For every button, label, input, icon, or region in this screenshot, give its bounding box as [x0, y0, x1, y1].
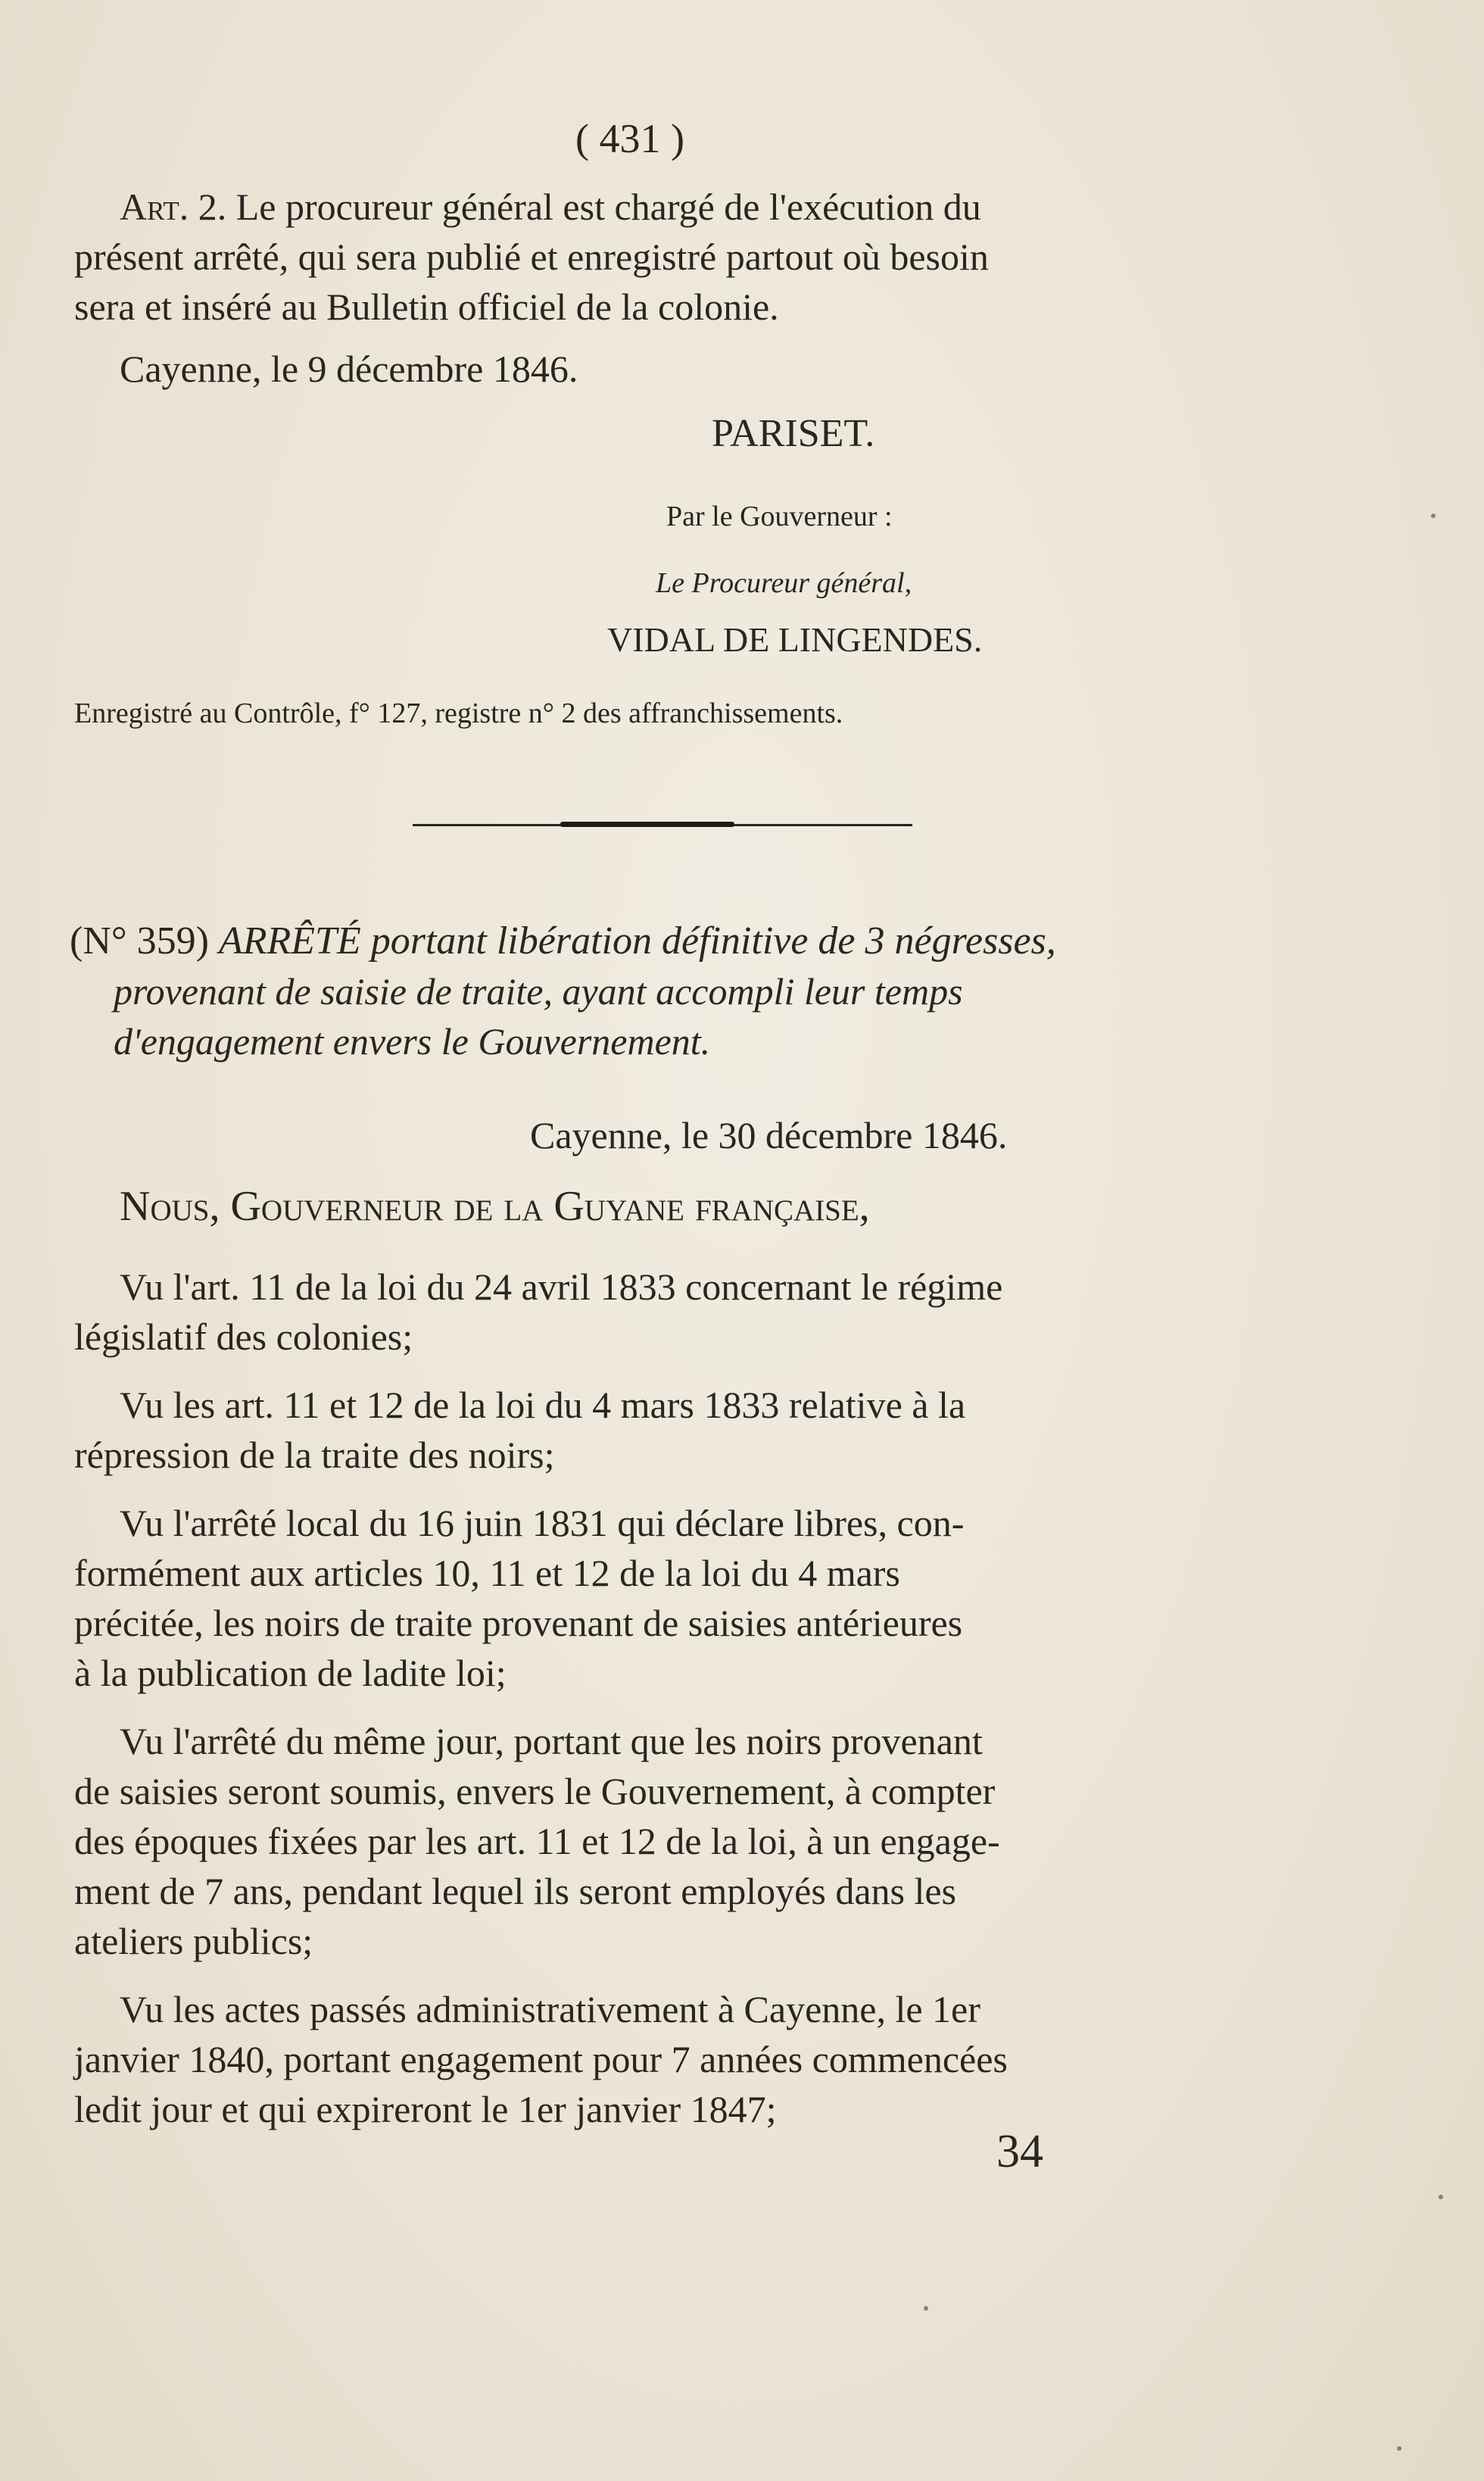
paper-speck: [1397, 2446, 1401, 2451]
vu-para-5-line2: janvier 1840, portant engagement pour 7 années commencées: [74, 2038, 1008, 2080]
registration-note: Enregistré au Contrôle, f° 127, registre n° 2 des affranchissements.: [74, 697, 843, 729]
vu-para-4-line4: ment de 7 ans, pendant lequel ils seront employés dans les: [74, 1870, 957, 1912]
vu-para-3-line2: formément aux articles 10, 11 et 12 de la loi du 4 mars: [74, 1552, 900, 1594]
vu-para-4-line3: des époques fixées par les art. 11 et 12 de la loi, à un engage-: [74, 1820, 1000, 1862]
vu-para-3-line3: précitée, les noirs de traite provenant de saisies antérieures: [74, 1602, 963, 1644]
decree-preamble: Nous, Gouverneur de la Guyane française,: [120, 1183, 870, 1230]
paper-speck: [1431, 513, 1436, 518]
decree-title-line3: d'engagement envers le Gouvernement.: [114, 1020, 711, 1063]
decree-title-line1: [70, 916, 1056, 966]
art2-lead: Art.: [120, 186, 189, 228]
decree-number: (N° 359): [70, 919, 209, 963]
decree-dateline: Cayenne, le 30 décembre 1846.: [530, 1114, 1008, 1156]
paper-speck: [1439, 2195, 1443, 2199]
vu-para-1-line2: législatif des colonies;: [74, 1315, 413, 1358]
dateline-first: Cayenne, le 9 décembre 1846.: [120, 348, 578, 390]
par-le-gouverneur: Par le Gouverneur :: [666, 501, 893, 532]
vu-para-2-line1: Vu les art. 11 et 12 de la loi du 4 mars 1833 relative à la: [120, 1384, 966, 1426]
art2-line1-text: 2. Le procureur général est chargé de l'exécution du: [189, 186, 981, 228]
procureur-title: Le Procureur général,: [656, 567, 912, 599]
vu-para-4-line5: ateliers publics;: [74, 1920, 313, 1962]
decree-title-text: ARRÊTÉ portant libération définitive de 3 négresses,: [218, 919, 1056, 963]
paper-speck: [924, 2306, 928, 2311]
vu-para-3-line4: à la publication de ladite loi;: [74, 1652, 507, 1694]
vu-para-2-line2: répression de la traite des noirs;: [74, 1434, 555, 1476]
vu-para-1-line1: Vu l'art. 11 de la loi du 24 avril 1833 concernant le régime: [120, 1265, 1003, 1308]
separator-rule-ornament: [560, 822, 734, 827]
procureur-name: VIDAL DE LINGENDES.: [607, 620, 983, 659]
vu-para-5-line1: Vu les actes passés administrativement à Cayenne, le 1er: [120, 1988, 980, 2030]
page-header-number: ( 431 ): [575, 116, 684, 161]
signature-governor: PARISET.: [712, 412, 875, 455]
art2-line1: [120, 182, 981, 232]
folio-signature: 34: [996, 2126, 1043, 2177]
vu-para-4-line1: Vu l'arrêté du même jour, portant que les noirs provenant: [120, 1720, 983, 1762]
art2-line2: présent arrêté, qui sera publié et enregistré partout où besoin: [74, 236, 989, 278]
vu-para-4-line2: de saisies seront soumis, envers le Gouvernement, à compter: [74, 1770, 996, 1812]
decree-title-line2: provenant de saisie de traite, ayant accompli leur temps: [114, 970, 963, 1013]
vu-para-3-line1: Vu l'arrêté local du 16 juin 1831 qui déclare libres, con-: [120, 1502, 965, 1544]
vu-para-5-line3: ledit jour et qui expireront le 1er janvier 1847;: [74, 2088, 777, 2130]
art2-line3: sera et inséré au Bulletin officiel de la colonie.: [74, 286, 779, 328]
